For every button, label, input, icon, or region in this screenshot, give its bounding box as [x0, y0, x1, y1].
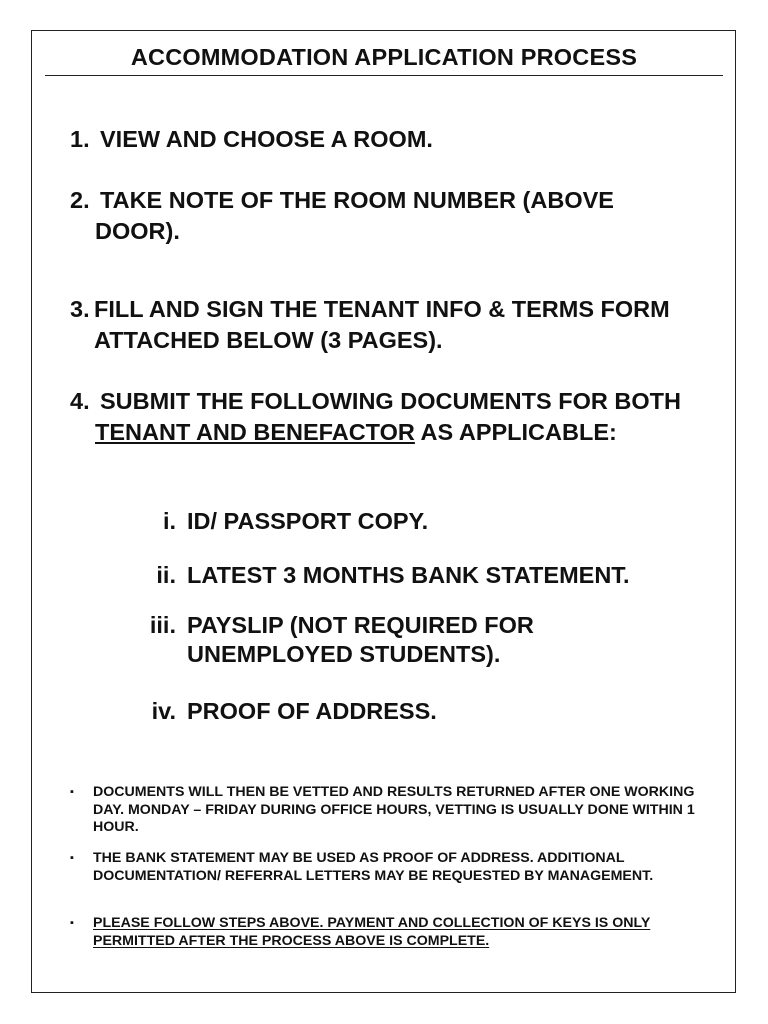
document-item-3: [140, 611, 620, 669]
step-2-number: 2.: [70, 187, 90, 213]
step-4-text: [70, 386, 690, 448]
document-item-4-number: iv.: [151, 698, 176, 724]
document-item-3-text: PAYSLIP (NOT REQUIRED FOR UNEMPLOYED STUDENTS).: [187, 612, 534, 667]
note-1-text: DOCUMENTS WILL THEN BE VETTED AND RESULTS RETURNED AFTER ONE WORKING DAY. MONDAY – FRIDAY DURING OFFICE HOURS, VETTING IS USUALLY DONE WITHIN 1 HOUR.: [93, 784, 695, 835]
document-item-3-number: iii.: [149, 612, 176, 638]
step-1-number: 1.: [70, 126, 90, 152]
document-item-1-text: ID/ PASSPORT COPY.: [187, 508, 429, 534]
document-item-2-number: ii.: [156, 562, 176, 588]
document-item-1-number: i.: [162, 508, 176, 534]
step-3: [70, 294, 690, 356]
step-3-text: FILL AND SIGN THE TENANT INFO & TERMS FORM ATTACHED BELOW (3 PAGES).: [94, 296, 670, 353]
step-4-text-before: SUBMIT THE FOLLOWING DOCUMENTS FOR BOTH: [100, 388, 681, 414]
document-item-4-text: PROOF OF ADDRESS.: [187, 698, 437, 724]
step-4-text-underlined: TENANT AND BENEFACTOR: [95, 419, 415, 445]
step-1: [70, 124, 710, 155]
document-title: ACCOMMODATION APPLICATION PROCESS: [130, 44, 638, 70]
note-2-text: THE BANK STATEMENT MAY BE USED AS PROOF OF ADDRESS. ADDITIONAL DOCUMENTATION/ REFERRAL LETTERS MAY BE REQUESTED BY MANAGEMENT.: [93, 850, 654, 884]
title-underline: [45, 75, 723, 76]
step-3-number: 3.: [70, 296, 90, 322]
step-2-text: TAKE NOTE OF THE ROOM NUMBER (ABOVE DOOR).: [95, 187, 614, 244]
step-4-number: 4.: [70, 388, 90, 414]
note-3-bullet: ▪: [70, 917, 74, 929]
step-2: [70, 185, 690, 247]
document-item-1: [140, 507, 740, 536]
step-4: [70, 386, 690, 448]
note-2-bullet: ▪: [70, 852, 74, 864]
step-1-text: VIEW AND CHOOSE A ROOM.: [100, 126, 433, 152]
step-4-text-after: AS APPLICABLE:: [420, 419, 617, 445]
note-1-bullet: ▪: [70, 786, 74, 798]
document-item-2: [140, 561, 740, 590]
note-2: [70, 850, 725, 885]
note-3-text: PLEASE FOLLOW STEPS ABOVE. PAYMENT AND COLLECTION OF KEYS IS ONLY PERMITTED AFTER THE PROCESS ABOVE IS COMPLETE.: [93, 915, 651, 949]
document-item-4: [140, 697, 740, 726]
document-item-2-text: LATEST 3 MONTHS BANK STATEMENT.: [187, 562, 630, 588]
note-1: [70, 784, 725, 837]
note-3: [70, 915, 725, 950]
